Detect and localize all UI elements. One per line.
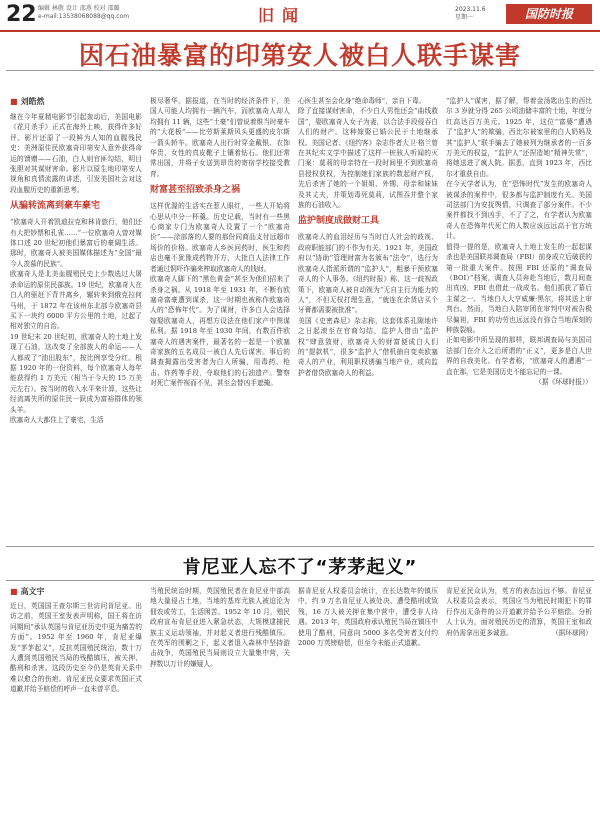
paragraph: 除了直接谋财害命，不少白人男性还会“曲线救国”，娶欧塞奇人女子为妻，以合法手段侵吞白人们的财产。这种嫁娶已婚公民于土地继承权。美国记者、《纽约客》杂志作者大卫·格兰曾在其纪实文学中描述了这样一桩骇人听闻的灭门案：莫莉的母亲特在一段时间里不到欧塞奇县授权获权，为控制她们家族的数起财产权，先后杀害了她的一个姐姐、外甥、母亲和妹妹及其丈夫，并策划毒死莫莉，试图吞并整个家族的石油收入。: [298, 107, 438, 210]
editor-line: 编辑 林敬 设计 邵燕 校对 邵璐: [38, 5, 120, 12]
paragraph: “监护人”谋害，据了解，帮着金汤匙出生的西比尔 3 岁就分得 265 公顷油储丰富的土地，年度分红高达百万美元。1925 年，这位“富婆”遭遇了“监护人”的欺骗，西比尔被家里的白人奶妈及其“监护人”联手骗去了她被列为继承者的一百多万美元的权益，“监护人”还捏造她“精神失常”，将她送进了疯人院。据悉，直到 1923 年，西比尔才重获自由。: [446, 97, 592, 178]
article-divider: [6, 546, 594, 547]
paragraph: “欧塞奇人开着凯迪拉克和林肯旅行，他们还有大把钞票和孔雀……”一位欧塞奇人曾对媒体口述 20 世纪初他们暴富后的豪阔生活。那时，欧塞奇人被美国媒体描述为“全国”最今人羡慕的民族”。: [10, 218, 142, 268]
section-title: 旧闻: [258, 6, 307, 25]
article2-byline: [10, 586, 45, 597]
page-header: [0, 0, 600, 32]
byline-square-icon: ■: [10, 587, 18, 596]
page-number: 22: [6, 2, 37, 27]
paragraph: 肯尼亚民众认为，英方的表态远远不够。肯尼亚人权委员会表示，英国应当为殖民时期犯下的罪行作出无条件的公开道歉并给予公平赔偿。分析人士认为，面对殖民历史的清算，英国王室和政府仍需拿出更多诚意。: [446, 587, 592, 637]
subheading: 监护制度成做财工具: [298, 216, 380, 227]
headline-rule: [6, 70, 594, 71]
paragraph: 值得一提的是，欧塞奇人土地上发生的一起起谋杀也是美国联邦调查局（FBI）前身成立后破获的第一批重大案件。按照 FBI 还原的“调查局（BOI）”档案，调查人员奔赴当地后，数月间查出真凶，FBI 也借此一战成名。他们抓获了幕后主谋之一、当地白人大亨威廉·黑尔，将其送上审判台。然而，当地白人陪审团在审判中对被告极尽偏袒，FBI 的功劳也远远没有弥合当地深刻的种族裂痕。: [446, 242, 592, 334]
article2-column-1: [10, 601, 142, 829]
weekday-line: 星期一: [455, 14, 474, 21]
email-line: e-mail:13538068088@qq.com: [38, 13, 130, 20]
article2-column-3: [298, 586, 438, 829]
paragraph: 美国《史密森尼》杂志称，这套体系孔隙地许之日起滚至在官商勾结，监护人借由“监护权”肆意敛财，欧塞奇人的财富便成白人们的“提款机”，很多“监护人”借机抽自变卖欧塞奇人的产业，利用职权诱骗当地产业，或向监护者借贷欧塞奇人的利益。: [298, 316, 438, 377]
editor-credits: [38, 5, 129, 21]
issue-date: [455, 6, 486, 22]
paragraph: 心医生甚至会化身“绝命毒师”，亲自下毒。: [298, 97, 426, 105]
subheading: 从骗转流离到豪车豪宅: [10, 201, 101, 212]
article2-column-4: [446, 586, 592, 829]
newspaper-logo: 国防时报: [506, 4, 592, 24]
paragraph: 在今天学者认为，在“恐怖时代”发生的欧塞奇人被谋杀的案件中，很多都与监护制度有关。美国司法部门为安抚舆情，只调查了部分案件。不少案件都找不到凶手，不了了之，有学者认为欧塞奇人在恐怖年代死亡的人数应该远远高于官方统计。: [446, 180, 592, 241]
paragraph: 欧塞奇人脚下的“黑色黄金”甚至为他们招来了杀身之祸。从 1918 年至 1931 年，不断有欧塞奇富豪遭到谋杀，这一时期也被称作欧塞奇人的“恐怖年代”。为了谋财，许多白人会选择嫁娶欧塞奇人，再想方设法在他们家产中图谋私利。据 1918 年至 1930 年间，有数百件欧塞奇人的遇害案件，最著名的一起是一个欧塞奇家族的五名成员一被白人先后谋害。事后的调查揭露出受害者为白人所骗，用毒药、枪击、炸药等手段，夺取他们的石油遗产。警察对死亡案件视而不见，甚至会替凶手遮掩。: [150, 275, 290, 388]
article1-column-3: [298, 96, 438, 540]
paragraph: 近日，英国国王查尔斯三世访问肯尼亚。出访之前，英国王室发表声明称，国王将在访问期间“承认英国与肯尼亚历史中更为痛苦的方面”。1952 年至 1960 年，肯尼亚爆发“茅茅起义”，反抗英国殖民统治，数十万人遭到英国殖民当局的残酷镇压，被关押、酷刑和杀害。这段历史至今仍是英肯关系中难以愈合的伤疤。肯尼亚民众要求英国正式道歉并给予赔偿的呼声一直未曾平息。: [10, 602, 142, 694]
headline2-rule: [6, 580, 594, 581]
paragraph: 欧塞奇人大都住上了豪宅，生活: [10, 415, 104, 424]
paragraph: 极尽奢华。据报道，在当时的经济条件下，美国人可能人均拥有一辆汽车，而欧塞奇人却人均拥有 11 辆，这些“土豪”们曾说着维当时豪车的“大花板”——比劳斯莱斯风头更盛的皮尔斯一箭头轿车。欧塞奇人出行时穿金戴银、衣饰华贵，女性的真皮靴子上镶着钻石。他们还常常出国，并将子女送到昂贵的寄宿学校接受教育。: [150, 97, 290, 178]
article1-column-1: [10, 112, 142, 540]
byline-author: 刘皓然: [20, 97, 45, 106]
paragraph: 正如电影中所呈现的那样，联邦调查局与美国司法部门在介入之后所谓的“正义”，更多是白人世界的自我美化。有学者称，“欧塞奇人的遭遇”一直在那，它是美国历史不能忘记的一课。: [446, 336, 592, 376]
date-line: 2023.11.6: [455, 6, 486, 13]
byline-square-icon: ■: [10, 97, 18, 106]
paragraph: 这样优渥的生活实在惹人眼红，一些人开始将心思从中分一杯羹。历史记载，当时有一些黑心商家专门为欧塞奇人设置了一个“欧塞奇价”——涂部落的人要的那份同商品支付远超市场价的价格。欧塞奇人乡医问药时，医生和药店也毫不犹豫成药物开方，大批白人法律工作者通过恫吓诈骗来榨取欧塞奇人的钱财。: [150, 202, 290, 273]
paragraph: 欧塞奇人的血泪经历与当时白人社会的歧视、政府职能部门的不作为有关。1921 年，美国政府以“协助”管理财富为名颁布“法令”，选行为欧塞奇人指派所谓的“监护人”，粗暴干预欧塞奇人的个人事务。《纽约时报》称，这一歧视政策下，欧塞奇人被自动视为“无自主行为能力的人”，不但无权打理生意，“就连在余货店买个牙膏都需要被批准”。: [298, 233, 438, 315]
paragraph: 据肯尼亚人权委员会统计，在长达数年的镇压中，约 9 万名肯尼亚人被处决、遭受酷刑或致残，16 万人被关押在集中营中，遭受非人待遇。2013 年，英国政府承认殖民当局在镇压中使用了酷刑，同意向 5000 多名受害者支付约 2000 万英镑赔偿，但至今未能正式道歉。: [298, 587, 438, 648]
subheading: 财富甚至招致杀身之祸: [150, 185, 241, 196]
paragraph: 当殖民统治时期，英国殖民者在肯尼亚中部高地大量侵占土地，当地的基库尤族人被迫沦为佃农或劳工，生活困苦。1952 年 10 月，殖民政府宣布肯尼亚进入紧急状态，大规模逮捕民族主义运动领袖，并对起义者进行残酷镇压。在英军的围剿之下，起义者退入森林中坚持游击战争，英国殖民当局则设立大量集中营，关押数以万计的嫌疑人。: [150, 587, 290, 668]
article1-column-4: [446, 96, 592, 540]
article2-column-2: [150, 586, 290, 829]
article1-source: （据《环球时报》）: [535, 377, 592, 386]
article1-byline: [10, 96, 45, 107]
article2-headline: 肯尼亚人忘不了“茅茅起义”: [182, 557, 418, 578]
paragraph: 19 世纪末 20 世纪初，欧塞奇人的土地上发现了石油，这改变了全部族人的命运——人人都成了“油田股东”，按比例享受分红。根据 1920 年的一份资料，每个欧塞奇人每年能获得约 1 万美元（相当于今天的 15 万美元左右）。按当时的收入水平来计算，这些让经流离失所的原住民一跃成为富裕群体的领头羊。: [10, 332, 142, 414]
paragraph: 欧塞奇人是北美血腥殖民史上少数选过大屠杀命运的原住民部族。19 世纪，欧塞奇人在白人的驱赶下背井离乡，辗转来到俄克拉何马州，于 1872 年在该州东北部今欧塞奇县买下一块约 6000 平方公里的土地，过起了相对独立的自治。: [10, 270, 142, 331]
paragraph: 继在今年夏精电影节引起轰动后，美国电影《花月杀手》正式在海外上映，获得许多好评。影片还原了一段鲜为人知的血腥残民史：美洲原住民欧塞奇印第安人意外获得命运的馈赠——石油，白人则官匪勾结，明目张胆对其谋财害命。影片以原生地印第安人视角和真情流露的讲述，引发美国社会对这段血腥历史的重新思考。: [10, 113, 142, 194]
article1-headline: 因石油暴富的印第安人被白人联手谋害: [78, 41, 521, 70]
byline-author: 高文宇: [20, 587, 45, 596]
article1-column-2: [150, 96, 290, 540]
article2-source: （据环球网）: [551, 628, 592, 637]
